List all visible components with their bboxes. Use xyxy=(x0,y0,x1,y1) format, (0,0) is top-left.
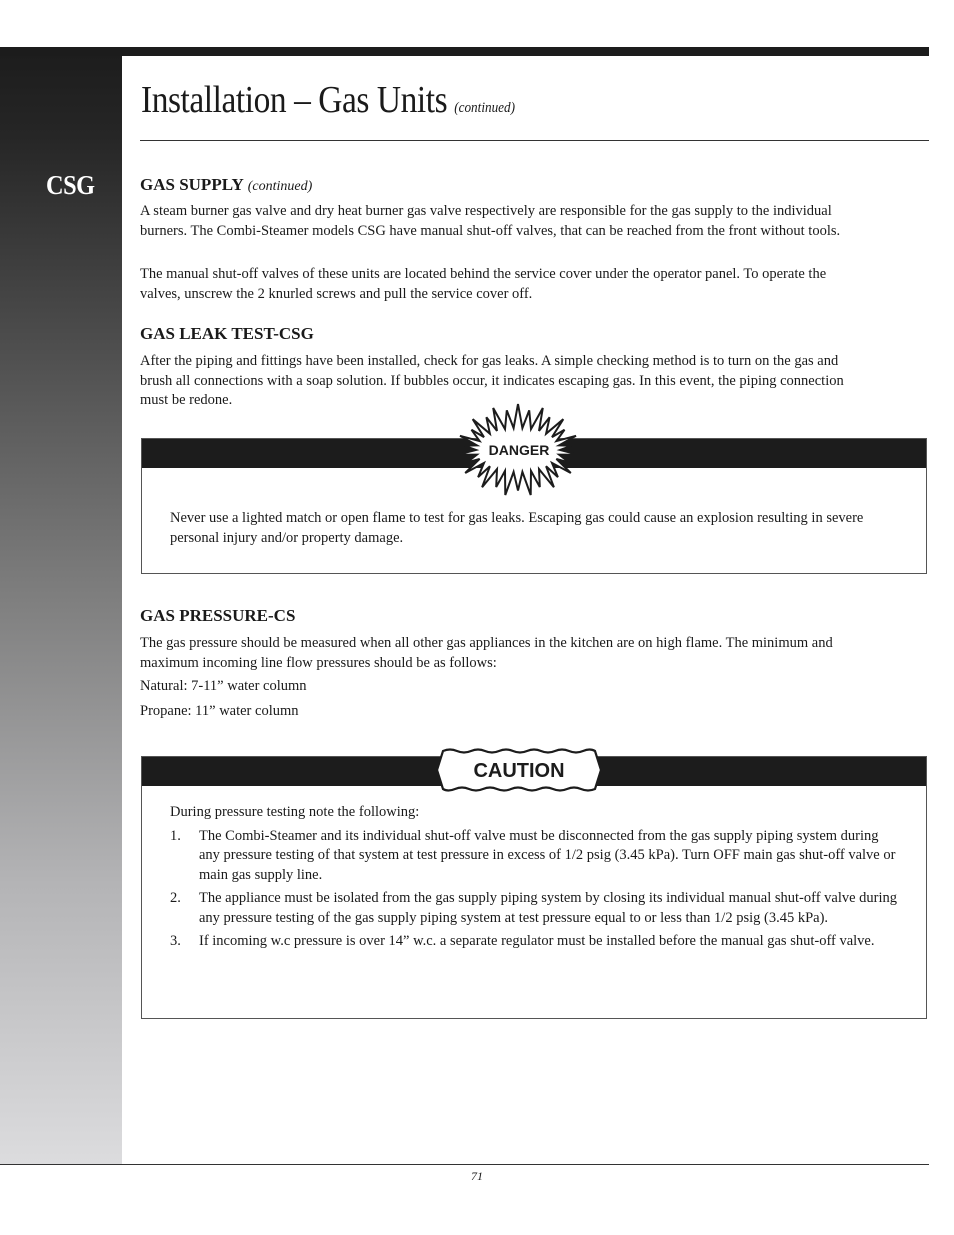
caution-item-text: If incoming w.c pressure is over 14” w.c. a separate regulator must be installed before the manual gas shut-off valve. xyxy=(199,933,875,949)
caution-item-number: 1. xyxy=(170,827,181,844)
gas-leak-test-heading: GAS LEAK TEST-CSG xyxy=(140,324,314,343)
propane-gas-pressure: Propane: 11” water column xyxy=(140,703,299,719)
danger-label: DANGER xyxy=(488,442,550,458)
page-number: 71 xyxy=(471,1169,483,1183)
page-title xyxy=(141,78,515,122)
gas-supply-heading xyxy=(140,175,312,195)
gas-supply-heading-note: (continued) xyxy=(247,179,313,194)
gas-supply-paragraph-1: A steam burner gas valve and dry heat burner gas valve respectively are responsible for the gas supply to the individual burners. The Combi-Steamer models CSG have manual shut-off valves, that can be reached from the front without tools. xyxy=(140,203,841,239)
gas-supply-heading-text: GAS SUPPLY xyxy=(140,175,244,194)
caution-list-item xyxy=(170,932,900,952)
caution-intro: During pressure testing note the following: xyxy=(170,804,420,820)
caution-item-number: 3. xyxy=(170,933,181,949)
bottom-rule xyxy=(0,1164,929,1165)
caution-label: CAUTION xyxy=(473,760,565,782)
top-bar xyxy=(0,47,929,56)
caution-list xyxy=(170,803,900,956)
caution-item-number: 2. xyxy=(170,890,181,906)
caution-box xyxy=(141,756,927,1019)
caution-banner-icon xyxy=(433,747,605,793)
sidebar-model-code: CSG xyxy=(46,170,95,200)
danger-text: Never use a lighted match or open flame to test for gas leaks. Escaping gas could cause an explosion resulting in severe personal injury and/or property damage. xyxy=(170,510,864,546)
natural-gas-pressure: Natural: 7-11” water column xyxy=(140,678,307,694)
caution-item-text: The Combi-Steamer and its individual shut-off valve must be disconnected from the gas supply piping system during any pressure testing of that system at test pressure in excess of 1/2 psig (3.45 kPa). Turn OFF main gas shut-off valve or main gas supply line. xyxy=(199,827,896,883)
caution-list-item xyxy=(170,827,900,886)
caution-item-text: The appliance must be isolated from the gas supply piping system by closing its individual manual shut-off valve during any pressure testing of the gas supply piping system at test pressure equal to or less than 1/2 psig (3.45 kPa). xyxy=(199,890,898,926)
gas-supply-paragraph-2: The manual shut-off valves of these units are located behind the service cover under the operator panel. To operate the valves, unscrew the 2 knurled screws and pull the service cover off. xyxy=(140,266,827,302)
gas-leak-test-paragraph: After the piping and fittings have been installed, check for gas leaks. A simple checking method is to turn on the gas and brush all connections with a soap solution. If bubbles occur, it indicates escaping gas. In this event, the piping connection must be redone. xyxy=(140,353,844,408)
gas-pressure-heading: GAS PRESSURE-CS xyxy=(140,606,296,625)
danger-burst-icon xyxy=(455,403,581,499)
sidebar-gradient xyxy=(0,47,122,1164)
title-rule xyxy=(140,140,929,141)
page-title-text: Installation – Gas Units xyxy=(141,79,448,121)
caution-list-item xyxy=(170,889,900,928)
page-title-note: (continued) xyxy=(454,100,516,116)
gas-pressure-paragraph: The gas pressure should be measured when all other gas appliances in the kitchen are on high flame. The minimum and maximum incoming line flow pressures should be as follows: xyxy=(140,635,833,671)
